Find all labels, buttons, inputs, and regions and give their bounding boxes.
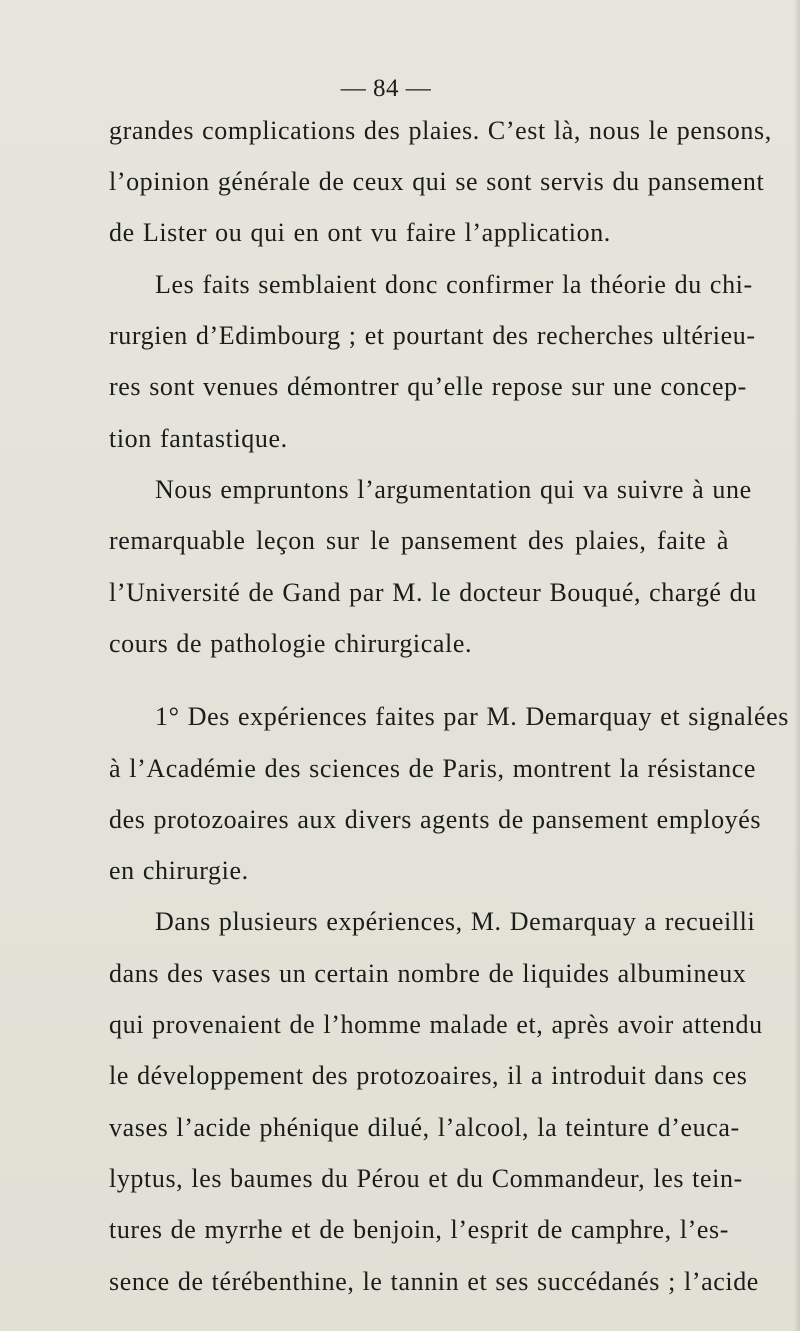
text-line: res sont venues démontrer qu’elle repose sur une concep- [109,372,747,401]
text-line: qui provenaient de l’homme malade et, après avoir attendu [109,1010,763,1039]
text-line: remarquable leçon sur le pansement des plaies, faite à [109,526,729,555]
text-line: 1° Des expériences faites par M. Demarquay et signalées [155,702,789,731]
text-line: à l’Académie des sciences de Paris, montrent la résistance [109,754,757,783]
text-line: le développement des protozoaires, il a introduit dans ces [109,1061,748,1090]
text-line: dans des vases un certain nombre de liquides albumineux [109,959,747,988]
text-line: tures de myrrhe et de benjoin, l’esprit de camphre, l’es- [109,1215,730,1244]
text-line: sence de térébenthine, le tannin et ses succédanés ; l’acide [109,1267,759,1296]
text-line: lyptus, les baumes du Pérou et du Commandeur, les tein- [109,1164,743,1193]
text-line: l’opinion générale de ceux qui se sont servis du pansement [109,167,765,196]
text-line: l’Université de Gand par M. le docteur Bouqué, chargé du [109,578,757,607]
page-number: — 84 — [340,75,432,102]
text-line: en chirurgie. [109,856,249,885]
text-line: des protozoaires aux divers agents de pansement employés [109,805,762,834]
text-line: Nous empruntons l’argumentation qui va suivre à une [155,475,752,504]
text-line: Les faits semblaient donc confirmer la théorie du chi- [155,270,753,299]
text-line: vases l’acide phénique dilué, l’alcool, la teinture d’euca- [109,1113,740,1142]
text-line: de Lister ou qui en ont vu faire l’application. [109,218,611,247]
text-line: rurgien d’Edimbourg ; et pourtant des recherches ultérieu- [109,321,756,350]
text-line: cours de pathologie chirurgicale. [109,629,473,658]
text-line: grandes complications des plaies. C’est là, nous le pensons, [109,116,772,145]
text-line: tion fantastique. [109,424,288,453]
text-line: Dans plusieurs expériences, M. Demarquay a recueilli [155,907,756,936]
